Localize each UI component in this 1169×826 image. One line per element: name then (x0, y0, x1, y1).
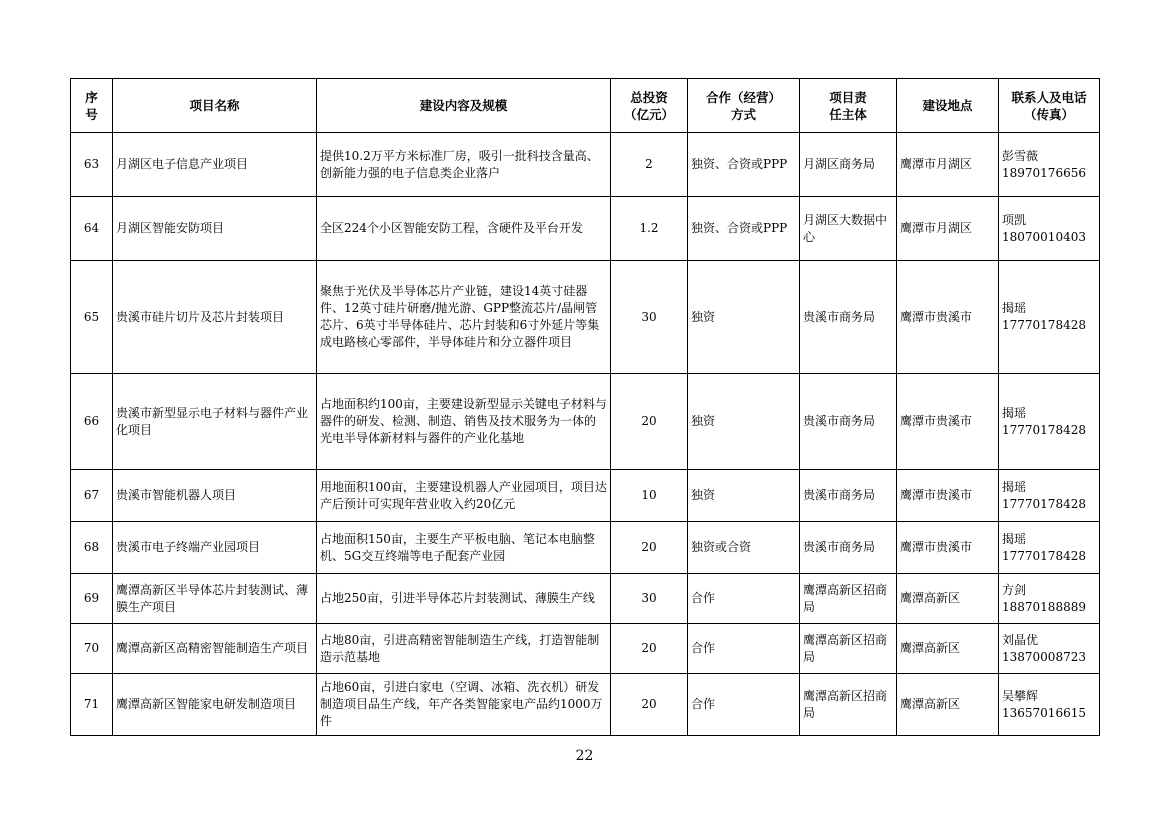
project-content: 占地面积150亩，主要生产平板电脑、笔记本电脑整机、5G交互终端等电子配套产业园 (317, 522, 611, 574)
project-name: 鹰潭高新区半导体芯片封装测试、薄膜生产项目 (113, 574, 317, 624)
table-row (71, 522, 1100, 574)
contact-info (999, 624, 1100, 674)
total-investment: 20 (611, 522, 688, 574)
responsible-entity: 鹰潭高新区招商局 (800, 674, 897, 736)
total-investment: 2 (611, 133, 688, 197)
responsible-entity: 月湖区大数据中心 (800, 197, 897, 261)
row-number: 66 (71, 374, 113, 470)
project-content: 全区224个小区智能安防工程，含硬件及平台开发 (317, 197, 611, 261)
table-row (71, 197, 1100, 261)
contact-phone: 18970176656 (1002, 165, 1086, 180)
project-location: 鹰潭市贵溪市 (897, 261, 999, 374)
header-investment: 总投资 （亿元） (611, 79, 688, 133)
cooperation-mode: 独资 (688, 374, 800, 470)
project-content: 占地80亩，引进高精密智能制造生产线，打造智能制造示范基地 (317, 624, 611, 674)
header-location: 建设地点 (897, 79, 999, 133)
project-name: 贵溪市新型显示电子材料与器件产业化项目 (113, 374, 317, 470)
contact-phone: 17770178428 (1002, 496, 1086, 511)
contact-phone: 13870008723 (1002, 649, 1086, 664)
project-name: 鹰潭高新区智能家电研发制造项目 (113, 674, 317, 736)
header-mode: 合作（经营） 方式 (688, 79, 800, 133)
cooperation-mode: 合作 (688, 624, 800, 674)
project-content: 提供10.2万平方米标准厂房，吸引一批科技含量高、创新能力强的电子信息类企业落户 (317, 133, 611, 197)
project-name: 贵溪市智能机器人项目 (113, 470, 317, 522)
project-name: 月湖区智能安防项目 (113, 197, 317, 261)
contact-name: 吴攀辉 (1002, 688, 1039, 703)
row-number: 70 (71, 624, 113, 674)
cooperation-mode: 合作 (688, 674, 800, 736)
table-row (71, 574, 1100, 624)
contact-phone: 13657016615 (1002, 705, 1086, 720)
header-no: 序 号 (71, 79, 113, 133)
project-content: 聚焦于光伏及半导体芯片产业链，建设14英寸硅器件、12英寸硅片研磨/抛光游、GPP整流芯片/晶闸管芯片、6英寸半导体硅片、芯片封装和6寸外延片等集成电路核心零部件，半导体硅片和分立器件项目 (317, 261, 611, 374)
contact-info (999, 197, 1100, 261)
row-number: 67 (71, 470, 113, 522)
cooperation-mode: 独资 (688, 261, 800, 374)
cooperation-mode: 独资、合资或PPP (688, 197, 800, 261)
contact-name: 揭瑶 (1002, 405, 1027, 420)
contact-name: 彭雪薇 (1002, 148, 1039, 163)
responsible-entity: 贵溪市商务局 (800, 374, 897, 470)
project-location: 鹰潭高新区 (897, 674, 999, 736)
contact-phone: 17770178428 (1002, 318, 1086, 332)
contact-phone: 18070010403 (1002, 229, 1086, 244)
project-location: 鹰潭市贵溪市 (897, 470, 999, 522)
project-location: 鹰潭市月湖区 (897, 197, 999, 261)
project-content: 占地60亩，引进白家电（空调、冰箱、洗衣机）研发制造项目品生产线，年产各类智能家电产品约1000万件 (317, 674, 611, 736)
total-investment: 30 (611, 261, 688, 374)
cooperation-mode: 独资或合资 (688, 522, 800, 574)
project-name: 鹰潭高新区高精密智能制造生产项目 (113, 624, 317, 674)
project-content: 用地面积100亩，主要建设机器人产业园项目，项目达产后预计可实现年营业收入约20亿元 (317, 470, 611, 522)
table-row (71, 261, 1100, 374)
table-row (71, 133, 1100, 197)
table-row (71, 374, 1100, 470)
contact-info (999, 574, 1100, 624)
project-location: 鹰潭市贵溪市 (897, 522, 999, 574)
total-investment: 30 (611, 574, 688, 624)
responsible-entity: 鹰潭高新区招商局 (800, 574, 897, 624)
header-owner: 项目责 任主体 (800, 79, 897, 133)
contact-info (999, 374, 1100, 470)
total-investment: 1.2 (611, 197, 688, 261)
responsible-entity: 贵溪市商务局 (800, 522, 897, 574)
contact-name: 揭瑶 (1002, 531, 1027, 546)
header-contact: 联系人及电话 （传真） (999, 79, 1100, 133)
project-content: 占地面积约100亩，主要建设新型显示关键电子材料与器件的研发、检测、制造、销售及技术服务为一体的光电半导体新材料与器件的产业化基地 (317, 374, 611, 470)
responsible-entity: 贵溪市商务局 (800, 470, 897, 522)
cooperation-mode: 独资 (688, 470, 800, 522)
row-number: 63 (71, 133, 113, 197)
contact-info (999, 470, 1100, 522)
table-row (71, 674, 1100, 736)
contact-name: 方剑 (1002, 582, 1027, 597)
table-row (71, 470, 1100, 522)
table-body (71, 133, 1100, 736)
contact-name: 揭瑶 (1002, 479, 1027, 494)
contact-phone: 17770178428 (1002, 422, 1086, 437)
total-investment: 10 (611, 470, 688, 522)
project-name: 贵溪市电子终端产业园项目 (113, 522, 317, 574)
responsible-entity: 贵溪市商务局 (800, 261, 897, 374)
project-location: 鹰潭市贵溪市 (897, 374, 999, 470)
contact-name: 揭瑶 (1002, 301, 1027, 315)
row-number: 64 (71, 197, 113, 261)
row-number: 68 (71, 522, 113, 574)
table-row (71, 624, 1100, 674)
contact-phone: 18870188889 (1002, 599, 1086, 614)
contact-phone: 17770178428 (1002, 548, 1086, 563)
header-name: 项目名称 (113, 79, 317, 133)
total-investment: 20 (611, 624, 688, 674)
header-content: 建设内容及规模 (317, 79, 611, 133)
contact-info (999, 522, 1100, 574)
project-name: 月湖区电子信息产业项目 (113, 133, 317, 197)
responsible-entity: 鹰潭高新区招商局 (800, 624, 897, 674)
responsible-entity: 月湖区商务局 (800, 133, 897, 197)
contact-info (999, 674, 1100, 736)
table-header (71, 79, 1100, 133)
contact-name: 刘晶优 (1002, 632, 1039, 647)
total-investment: 20 (611, 674, 688, 736)
contact-info (999, 133, 1100, 197)
project-table (70, 78, 1100, 736)
row-number: 71 (71, 674, 113, 736)
project-content: 占地250亩，引进半导体芯片封装测试、薄膜生产线 (317, 574, 611, 624)
cooperation-mode: 独资、合资或PPP (688, 133, 800, 197)
project-location: 鹰潭高新区 (897, 574, 999, 624)
contact-info (999, 261, 1100, 374)
page-number: 22 (575, 748, 594, 764)
cooperation-mode: 合作 (688, 574, 800, 624)
project-location: 鹰潭高新区 (897, 624, 999, 674)
contact-name: 项凯 (1002, 212, 1027, 227)
project-name: 贵溪市硅片切片及芯片封装项目 (113, 261, 317, 374)
row-number: 69 (71, 574, 113, 624)
row-number: 65 (71, 261, 113, 374)
project-location: 鹰潭市月湖区 (897, 133, 999, 197)
total-investment: 20 (611, 374, 688, 470)
